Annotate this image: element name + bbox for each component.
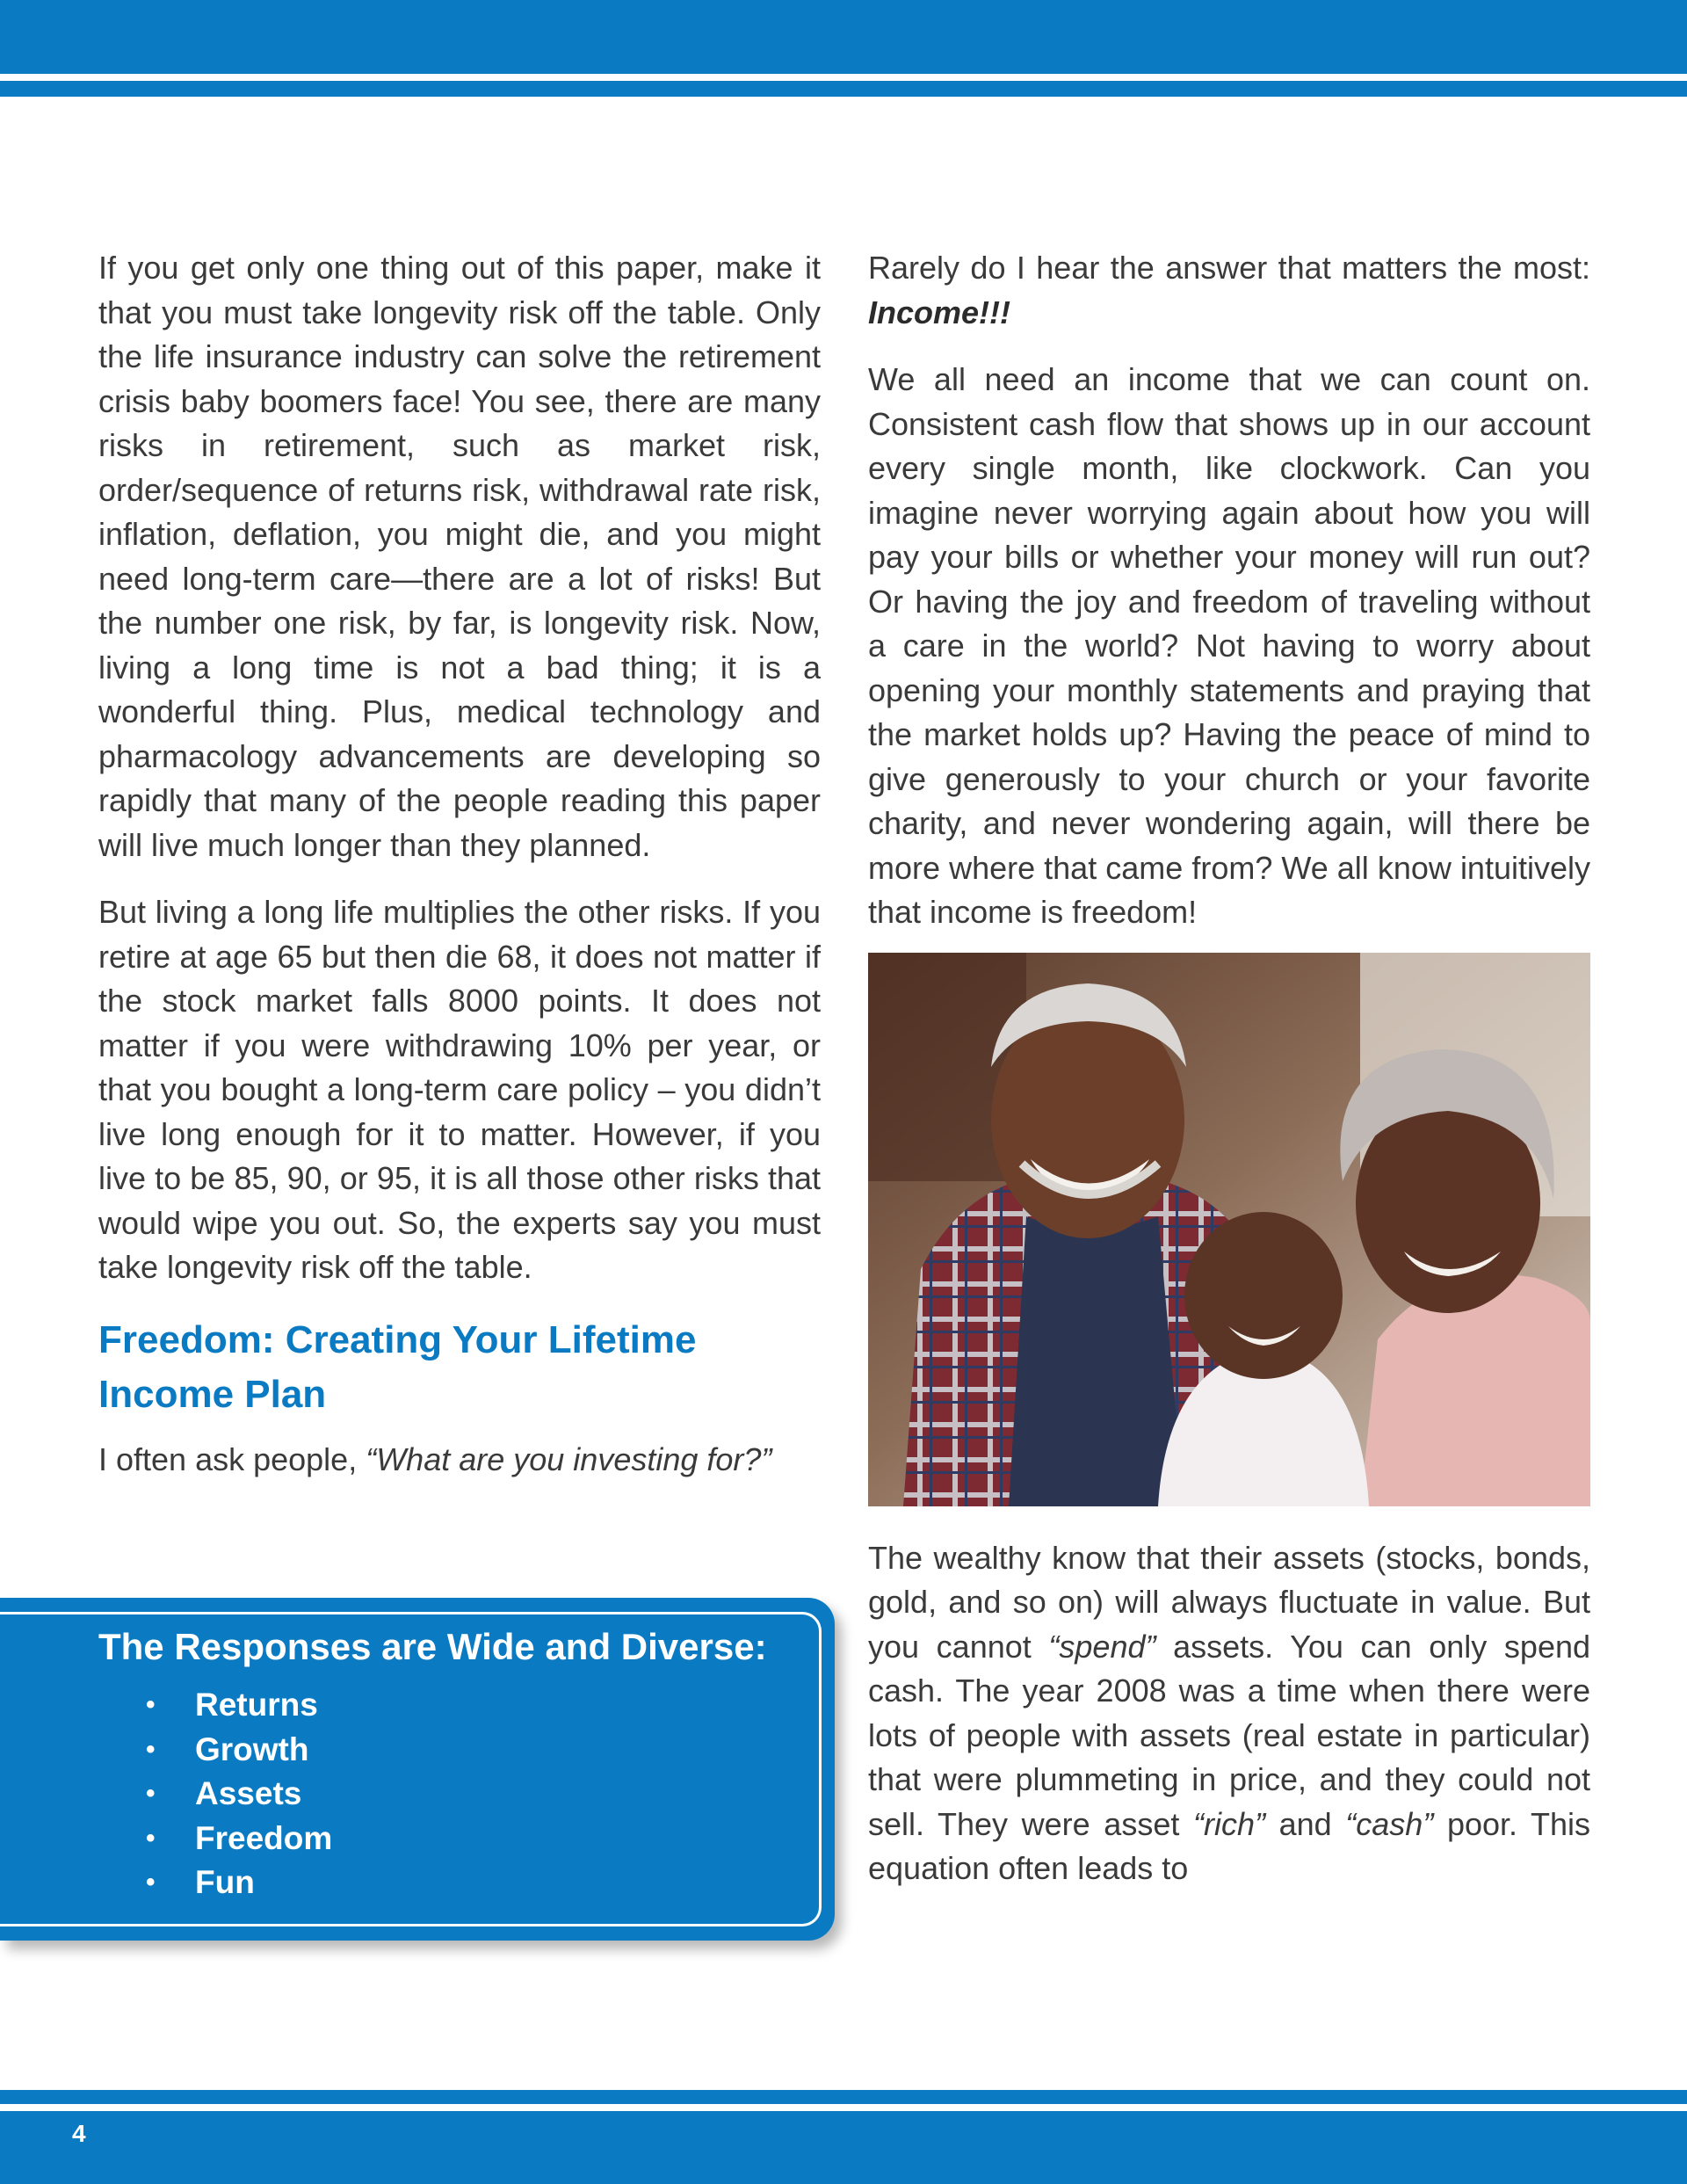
list-item-label: Assets — [195, 1775, 302, 1811]
left-column — [98, 246, 821, 1482]
rich-quote: “rich” — [1192, 1805, 1265, 1842]
responses-list — [98, 1683, 332, 1905]
wealthy-text-b: assets. You can only spend cash. The year 2008 was a time when there were lots of people with assets (real estate in particular) that were plummeting in price, and they could not sell. They were asset — [868, 1628, 1591, 1842]
right-column — [868, 246, 1590, 1914]
list-item — [98, 1683, 332, 1728]
list-item-label: Freedom — [195, 1819, 333, 1856]
left-paragraph-3 — [98, 1438, 821, 1483]
list-item-label: Growth — [195, 1731, 309, 1767]
right-paragraph-3 — [868, 1536, 1590, 1891]
answer-prefix: Rarely do I hear the answer that matters the most: — [868, 250, 1590, 286]
list-item-label: Returns — [195, 1687, 318, 1723]
wealthy-text-d: poor. This equation often leads to — [868, 1805, 1591, 1886]
header-rule — [0, 81, 1687, 97]
responses-callout-box — [0, 1598, 835, 1941]
list-item — [98, 1772, 332, 1817]
question-quote: “What are you investing for?” — [366, 1440, 772, 1477]
list-item — [98, 1817, 332, 1861]
footer-rule — [0, 2090, 1687, 2104]
grandparents-baby-photo — [868, 953, 1590, 1506]
footer-band — [0, 2111, 1687, 2184]
left-paragraph-1: If you get only one thing out of this paper, make it that you must take longevity risk off the table. Only the life insurance industry can solve the retirement crisis baby boomers face! You see, there are many risks in retirement, such as market risk, order/sequence of returns risk, withdrawal rate risk, inflation, deflation, you might die, and you might need long-term care—there are a lot of risks! But the number one risk, by far, is longevity risk. Now, living a long time is not a bad thing; it is a wonderful thing. Plus, medical technology and pharmacology advancements are developing so rapidly that many of the people reading this paper will live much longer than they planned. — [98, 250, 821, 863]
header-band — [0, 0, 1687, 74]
callout-title: The Responses are Wide and Diverse: — [98, 1626, 767, 1667]
section-heading: Freedom: Creating Your Lifetime Income Plan — [98, 1317, 697, 1416]
question-prefix: I often ask people, — [98, 1440, 366, 1477]
list-item — [98, 1728, 332, 1773]
spend-quote: “spend” — [1048, 1628, 1156, 1665]
bullet-icon: • — [146, 1823, 156, 1853]
bullet-icon: • — [146, 1690, 156, 1719]
left-paragraph-2: But living a long life multiplies the other risks. If you retire at age 65 but then die 68, it does not matter if the stock market falls 8000 points. It does not matter if you were withdrawing 10% per year, or that you bought a long-term care policy – you didn’t live long enough for it to matter. However, if you live to be 85, 90, or 95, it is all those other risks that would wipe you out. So, the experts say you must take longevity risk off the table. — [98, 894, 821, 1285]
answer-emphasis: Income!!! — [868, 294, 1010, 330]
wealthy-text-c: and — [1264, 1805, 1346, 1842]
right-paragraph-1 — [868, 246, 1590, 335]
wealthy-text-a: The wealthy know that their assets (stocks, bonds, gold, and so on) will always fluctuate in value. But you cannot — [868, 1539, 1590, 1665]
family-photo — [868, 953, 1590, 1506]
bullet-icon: • — [146, 1868, 156, 1897]
list-item — [98, 1861, 332, 1905]
right-paragraph-2: We all need an income that we can count on. Consistent cash flow that shows up in our account every single month, like clockwork. Can you imagine never worrying again about how you will pay your bills or whether your money will run out? Or having the joy and freedom of traveling without a care in the world? Not having to worry about opening your monthly statements and praying that the market holds up? Having the peace of mind to give generously to your church or your favorite charity, and never wondering again, will there be more where that came from? We all know intuitively that income is freedom! — [868, 361, 1590, 930]
cash-quote: “cash” — [1345, 1805, 1434, 1842]
bullet-icon: • — [146, 1779, 156, 1808]
list-item-label: Fun — [195, 1864, 255, 1900]
bullet-icon: • — [146, 1734, 156, 1764]
page-number: 4 — [72, 2120, 86, 2147]
